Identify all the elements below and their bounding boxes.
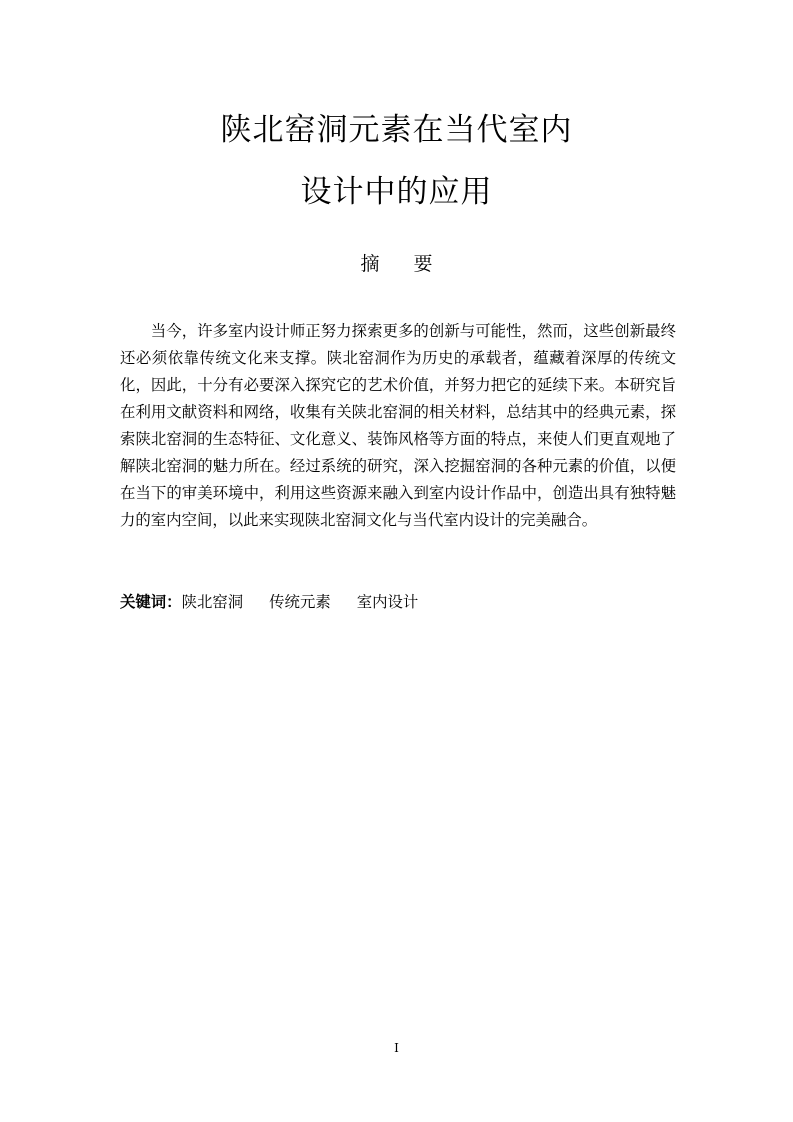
- document-title-line-2: 设计中的应用: [300, 174, 493, 210]
- abstract-paragraph: 当今，许多室内设计师正努力探索更多的创新与可能性，然而，这些创新最终还必须依靠传统文化来支撑。陕北窑洞作为历史的承载者，蕴藏着深厚的传统文化，因此，十分有必要深入探究它的艺术价值，并努力把它的延续下来。本研究旨在利用文献资料和网络，收集有关陕北窑洞的相关材料，总结其中的经典元素，探索陕北窑洞的生态特征、文化意义、装饰风格等方面的特点，来使人们更直观地了解陕北窑洞的魅力所在。经过系统的研究，深入挖掘窑洞的各种元素的价值，以便在当下的审美环境中，利用这些资源来融入到室内设计作品中，创造出具有独特魅力的室内空间，以此来实现陕北窑洞文化与当代室内设计的完美融合。: [120, 322, 676, 529]
- keywords-label: 关键词：: [120, 593, 182, 611]
- keywords-line: [120, 590, 418, 614]
- keyword-item: 陕北窑洞: [181, 593, 244, 611]
- document-title-line-1: 陕北窑洞元素在当代室内: [220, 112, 573, 148]
- abstract-heading: 摘 要: [360, 253, 447, 275]
- keyword-item: 室内设计: [356, 593, 419, 611]
- keyword-item: 传统元素: [269, 593, 331, 611]
- page-number: I: [394, 1041, 399, 1055]
